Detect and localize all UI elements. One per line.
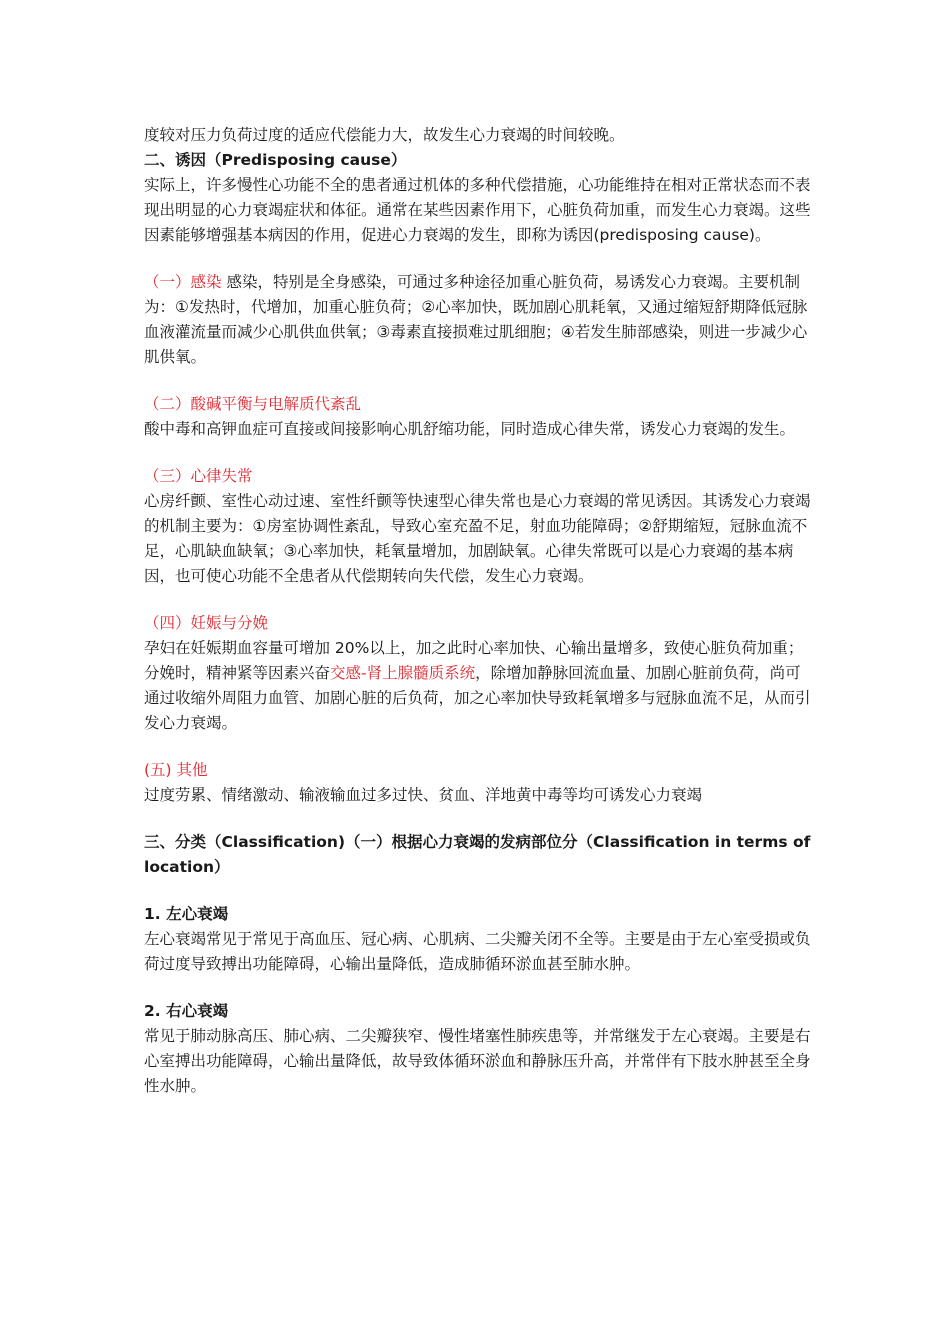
text-pregnancy-b: ，除增加静脉回流血量、加剧心脏前负荷，尚可通过收缩外周阻力血管、加剧心脏的后负荷，加之心率加快导致耗氧增多与冠脉血流不足，从而引发心力衰竭。 (144, 664, 811, 732)
paragraph-arrhythmia: 心房纤颤、室性心动过速、室性纤颤等快速型心律失常也是心力衰竭的常见诱因。其诱发心力衰竭的机制主要为：①房室协调性紊乱，导致心室充盈不足，射血功能障碍；②舒期缩短，冠脉血流不足，心肌缺血缺氧；③心率加快，耗氧量增加，加剧缺氧。心律失常既可以是心力衰竭的基本病因，也可使心功能不全患者从代偿期转向失代偿，发生心力衰竭。 (144, 492, 811, 585)
subheading-infection: （一）感染 (144, 273, 222, 291)
paragraph-intro: 度较对压力负荷过度的适应代偿能力大，故发生心力衰竭的时间较晚。 (144, 126, 625, 144)
paragraph-right-heart-failure: 常见于肺动脉高压、肺心病、二尖瓣狭窄、慢性堵塞性肺疾患等，并常继发于左心衰竭。主要是右心室搏出功能障碍，心输出量降低，故导致体循环淤血和静脉压升高，并常伴有下肢水肿甚至全身性水肿。 (144, 1027, 811, 1095)
paragraph-predisposing: 实际上，许多慢性心功能不全的患者通过机体的多种代偿措施，心功能维持在相对正常状态而不表现出明显的心力衰竭症状和体征。通常在某些因素作用下，心脏负荷加重，而发生心力衰竭。这些因素能够增强基本病因的作用，促进心力衰竭的发生，即称为诱因(predisposing cause)。 (144, 176, 811, 244)
document-page (144, 123, 814, 1099)
text-infection: 感染，特别是全身感染，可通过多种途径加重心脏负荷，易诱发心力衰竭。主要机制为：①发热时，代增加，加重心脏负荷；②心率加快，既加剧心肌耗氧，又通过缩短舒期降低冠脉血液灌流量而减少心肌供血供氧；③毒素直接损难过肌细胞；④若发生肺部感染，则进一步减少心肌供氧。 (144, 273, 808, 366)
paragraph-other: 过度劳累、情绪激动、输液输血过多过快、贫血、洋地黄中毒等均可诱发心力衰竭 (144, 786, 703, 804)
subheading-arrhythmia: （三）心律失常 (144, 467, 253, 485)
paragraph-infection (144, 270, 814, 370)
highlight-sympathetic: 交感-肾上腺髓质系统 (330, 664, 476, 682)
section-heading-classification: 三、分类（Classification)（一）根据心力衰竭的发病部位分（Classification in terms of location） (144, 833, 811, 876)
section-heading-predisposing: 二、诱因（Predisposing cause） (144, 151, 407, 169)
paragraph-acid-base: 酸中毒和高钾血症可直接或间接影响心肌舒缩功能，同时造成心律失常，诱发心力衰竭的发生。 (144, 420, 796, 438)
paragraph-left-heart-failure: 左心衰竭常见于常见于高血压、冠心病、心肌病、二尖瓣关闭不全等。主要是由于左心室受损或负荷过度导致搏出功能障碍，心输出量降低，造成肺循环淤血甚至肺水肿。 (144, 930, 811, 973)
subheading-other: (五) 其他 (144, 761, 208, 779)
paragraph-pregnancy (144, 636, 814, 736)
subheading-left-heart-failure: 1. 左心衰竭 (144, 905, 229, 923)
subheading-acid-base: （二）酸碱平衡与电解质代紊乱 (144, 395, 362, 413)
subheading-pregnancy: （四）妊娠与分娩 (144, 614, 269, 632)
text-pregnancy-a: 孕妇在妊娠期血容量可增加 20%以上，加之此时心率加快、心输出量增多，致使心脏负荷加重；分娩时，精神紧等因素兴奋 (144, 639, 804, 682)
subheading-right-heart-failure: 2. 右心衰竭 (144, 1002, 229, 1020)
